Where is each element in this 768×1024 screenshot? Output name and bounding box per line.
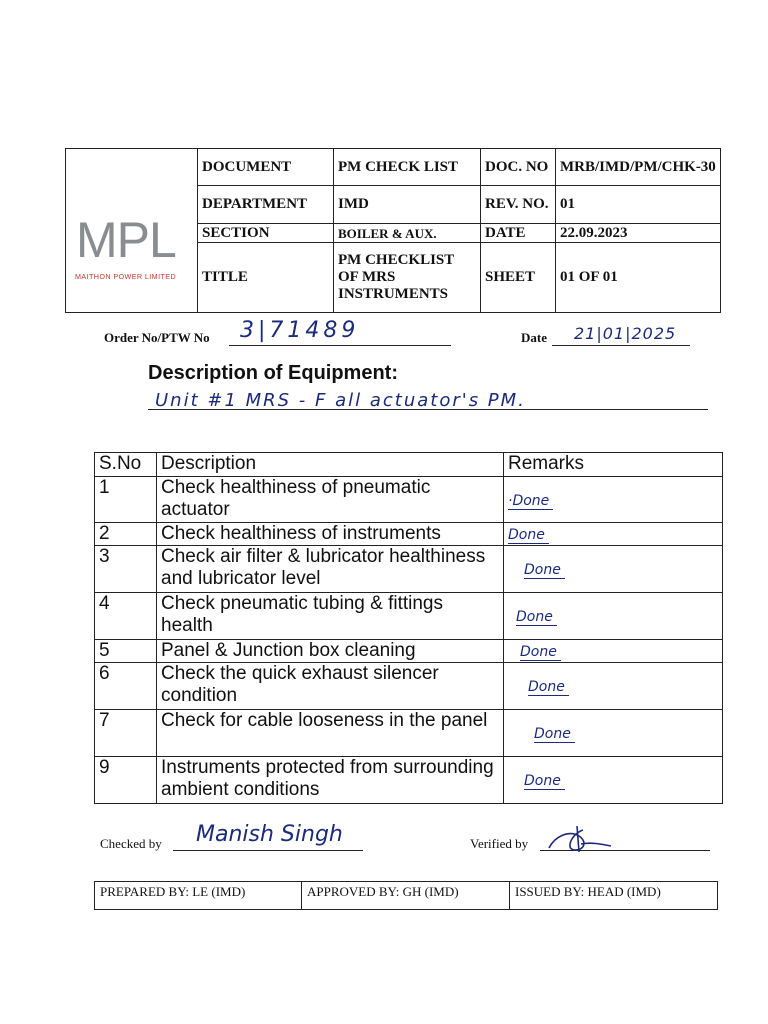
row-description: Check pneumatic tubing & fittings health	[157, 593, 504, 640]
doc-no-value: MRB/IMD/PM/CHK-30	[556, 149, 720, 186]
section-value: BOILER & AUX.	[334, 224, 481, 243]
company-tagline: MAITHON POWER LIMITED	[75, 272, 177, 281]
prepared-by: PREPARED BY: LE (IMD)	[95, 882, 302, 909]
company-logo: MPL	[76, 212, 176, 268]
col-description: Description	[157, 453, 504, 477]
row-sno: 1	[95, 477, 157, 523]
equipment-value: Unit #1 MRS - F all actuator's PM.	[155, 390, 526, 411]
row-sno: 6	[95, 663, 157, 710]
document-header-table	[65, 148, 721, 313]
row-sno: 4	[95, 593, 157, 640]
table-row	[95, 523, 723, 546]
row-remark: Done	[528, 680, 569, 696]
table-row	[95, 663, 723, 710]
row-remark: ·Done	[508, 494, 553, 510]
row-sno: 2	[95, 523, 157, 546]
sheet-value: 01 OF 01	[560, 269, 618, 285]
date-field-line	[552, 345, 690, 346]
title-label: TITLE	[198, 243, 334, 312]
row-remark: Done	[524, 774, 565, 790]
order-no-value: 3|71489	[240, 318, 360, 343]
row-description: Instruments protected from surrounding ambient conditions	[157, 757, 504, 804]
table-row	[95, 710, 723, 757]
row-remark-cell	[504, 663, 723, 710]
row-sno: 5	[95, 640, 157, 663]
row-sno: 3	[95, 546, 157, 593]
table-row	[95, 546, 723, 593]
document-value: PM CHECK LIST	[334, 149, 481, 186]
row-sno: 7	[95, 710, 157, 757]
document-label: DOCUMENT	[198, 149, 334, 186]
row-remark: Done	[516, 610, 557, 626]
col-sno: S.No	[95, 453, 157, 477]
checked-by-line	[173, 850, 363, 851]
verified-by-signature	[545, 822, 615, 856]
row-remark-cell	[504, 593, 723, 640]
table-row	[95, 593, 723, 640]
row-description: Check healthiness of pneumatic actuator	[157, 477, 504, 523]
table-row	[95, 477, 723, 523]
department-value: IMD	[334, 186, 481, 224]
table-header-row	[95, 453, 723, 477]
row-remark: Done	[524, 563, 565, 579]
row-remark-cell	[504, 710, 723, 757]
section-label: SECTION	[198, 224, 334, 243]
row-description: Panel & Junction box cleaning	[157, 640, 504, 663]
table-row	[95, 640, 723, 663]
row-remark-cell	[504, 640, 723, 663]
issued-by: ISSUED BY: HEAD (IMD)	[515, 884, 661, 899]
department-label: DEPARTMENT	[198, 186, 334, 224]
row-remark-cell	[504, 477, 723, 523]
table-row	[95, 757, 723, 804]
date-label: DATE	[481, 224, 556, 243]
date-field-value: 21|01|2025	[574, 324, 677, 343]
date-value: 22.09.2023	[556, 224, 720, 243]
row-remark: Done	[534, 727, 575, 743]
row-remark-cell	[504, 546, 723, 593]
logo-cell	[66, 149, 198, 312]
row-remark-cell	[504, 523, 723, 546]
row-remark: Done	[508, 528, 549, 544]
sheet-label: SHEET	[481, 243, 556, 312]
rev-no-label: REV. NO.	[481, 186, 556, 224]
order-no-line	[229, 345, 451, 346]
checked-by-label: Checked by	[100, 836, 162, 851]
row-remark-cell	[504, 757, 723, 804]
approved-by: APPROVED BY: GH (IMD)	[302, 882, 510, 909]
row-description: Check healthiness of instruments	[157, 523, 504, 546]
order-no-label: Order No/PTW No	[104, 330, 210, 345]
footer-table	[94, 881, 718, 910]
equipment-heading: Description of Equipment:	[148, 362, 398, 384]
row-description: Check the quick exhaust silencer condition	[157, 663, 504, 710]
checklist-table	[94, 452, 723, 804]
row-remark: Done	[520, 645, 561, 661]
col-remarks: Remarks	[504, 453, 723, 477]
row-description: Check air filter & lubricator healthiness and lubricator level	[157, 546, 504, 593]
rev-no-value: 01	[556, 186, 720, 224]
title-value: PM CHECKLIST OF MRS INSTRUMENTS	[334, 243, 481, 312]
date-field-label: Date	[521, 330, 547, 345]
row-sno: 9	[95, 757, 157, 804]
row-description: Check for cable looseness in the panel	[157, 710, 504, 757]
checked-by-signature: Manish Singh	[196, 822, 343, 847]
verified-by-label: Verified by	[470, 836, 529, 851]
doc-no-label: DOC. NO	[481, 149, 556, 186]
